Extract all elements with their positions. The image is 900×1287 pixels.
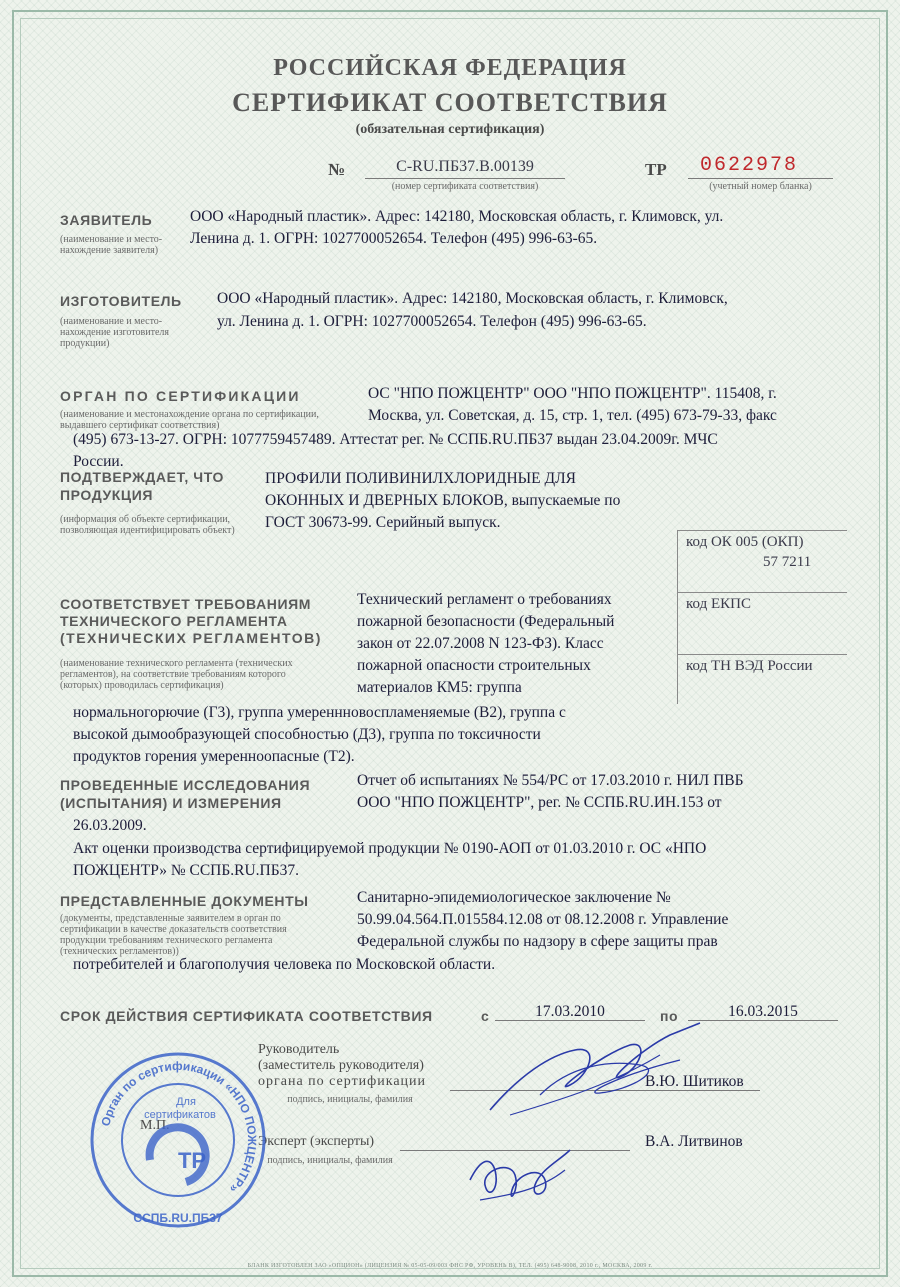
stamp-reg-number: ССПБ.RU.ПБ37 (133, 1211, 223, 1225)
cert-body-line-3: (495) 673-13-27. ОГРН: 1077759457489. Аттестат рег. № ССПБ.RU.ПБ37 выдан 23.04.2009г. МЧС (73, 431, 718, 448)
validity-to-date: 16.03.2015 (728, 1003, 798, 1020)
applicant-line-2: Ленина д. 1. ОГРН: 1027700052654. Телефон (495) 996-63-65. (190, 230, 598, 247)
tests-label-1: ПРОВЕДЕННЫЕ ИССЛЕДОВАНИЯ (60, 777, 311, 793)
stamp-ring-text: Орган по сертификации «НПО ПОЖЦЕНТР» (98, 1058, 260, 1196)
manufacturer-caption: (наименование и место-нахождение изготовителя продукции) (60, 316, 169, 349)
expert-signature-caption: подпись, инициалы, фамилия (267, 1155, 393, 1166)
organization-stamp (88, 1050, 268, 1230)
head-label-line-2: (заместитель руководителя) (258, 1058, 424, 1073)
ekps-code-box (677, 592, 847, 654)
regulation-line-1: Технический регламент о требованиях (357, 591, 612, 608)
cert-body-label: ОРГАН ПО СЕРТИФИКАЦИИ (60, 388, 301, 404)
validity-label: СРОК ДЕЙСТВИЯ СЕРТИФИКАТА СООТВЕТСТВИЯ (60, 1008, 433, 1024)
product-line-1: ПРОФИЛИ ПОЛИВИНИЛХЛОРИДНЫЕ ДЛЯ (265, 470, 576, 487)
stamp-tr-mark: ТР (177, 1148, 207, 1173)
number-underline (365, 178, 565, 179)
cert-body-line-2: Москва, ул. Советская, д. 15, стр. 1, тел. (495) 673-79-33, факс (368, 407, 777, 424)
okp-code-label: код ОК 005 (ОКП) (686, 534, 804, 550)
regulation-caption: (наименование технического регламента (технических регламентов), на соответствие требованиям которого (которых) проводилась сертификация) (60, 658, 293, 691)
tests-line-3: 26.03.2009. (73, 817, 147, 834)
head-name: В.Ю. Шитиков (645, 1073, 744, 1090)
documents-line-2: 50.99.04.564.П.015584.12.08 от 08.12.2008 г. Управление (357, 911, 729, 928)
regulation-line-2: пожарной безопасности (Федеральный (357, 613, 615, 630)
expert-name: В.А. Литвинов (645, 1133, 743, 1150)
mp-label: М.П. (140, 1118, 170, 1133)
applicant-label: ЗАЯВИТЕЛЬ (60, 212, 153, 228)
tests-label-2: (ИСПЫТАНИЯ) И ИЗМЕРЕНИЯ (60, 795, 282, 811)
certificate-subtitle: (обязательная сертификация) (355, 122, 545, 137)
head-label-line-1: Руководитель (258, 1042, 340, 1057)
regulation-line-7: высокой дымообразующей способностью (Д3), группа по токсичности (73, 726, 541, 743)
documents-caption: (документы, представленные заявителем в орган по сертификации в качестве доказательств соответствия продукции требованиям технического регламента (технических регламентов)) (60, 913, 287, 957)
regulation-line-6: нормальногорючие (Г3), группа умереннновоспламеняемые (В2), группа с (73, 704, 566, 721)
certificate-title: СЕРТИФИКАТ СООТВЕТСТВИЯ (232, 88, 668, 117)
manufacturer-line-2: ул. Ленина д. 1. ОГРН: 1027700052654. Телефон (495) 996-63-65. (217, 313, 647, 330)
product-line-2: ОКОННЫХ И ДВЕРНЫХ БЛОКОВ, выпускаемые по (265, 492, 621, 509)
regulation-line-5: материалов КМ5: группа (357, 679, 522, 696)
regulation-line-4: пожарной опасности строительных (357, 657, 591, 674)
regulation-label-1: СООТВЕТСТВУЕТ ТРЕБОВАНИЯМ (60, 596, 312, 612)
certificate-number: C-RU.ПБ37.В.00139 (396, 158, 534, 175)
regulation-line-3: закон от 22.07.2008 N 123-ФЗ). Класс (357, 635, 604, 652)
tr-label: ТР (645, 160, 667, 179)
product-caption: (информация об объекте сертификации, позволяющая идентифицировать объект) (60, 514, 235, 536)
expert-signature-image (460, 1140, 580, 1220)
documents-line-1: Санитарно-эпидемиологическое заключение № (357, 889, 671, 906)
blank-number: 0622978 (700, 154, 799, 177)
documents-line-4: потребителей и благополучия человека по Московской области. (73, 956, 496, 973)
tnved-code-label: код ТН ВЭД России (686, 658, 813, 674)
certificate-number-caption: (номер сертификата соответствия) (391, 181, 539, 192)
tests-line-1: Отчет об испытаниях № 554/РС от 17.03.2010 г. НИЛ ПВБ (357, 772, 744, 789)
validity-from-date: 17.03.2010 (535, 1003, 605, 1020)
head-label (258, 1042, 426, 1090)
regulation-label-3: (ТЕХНИЧЕСКИХ РЕГЛАМЕНТОВ) (60, 630, 322, 646)
applicant-caption: (наименование и место-нахождение заявителя) (60, 234, 163, 256)
tests-line-2: ООО "НПО ПОЖЦЕНТР", рег. № ССПБ.RU.ИН.153 от (357, 794, 722, 811)
head-signature-caption: подпись, инициалы, фамилия (287, 1094, 413, 1105)
number-sign: № (328, 160, 346, 179)
cert-body-line-1: ОС "НПО ПОЖЦЕНТР" ООО "НПО ПОЖЦЕНТР". 115408, г. (368, 385, 777, 402)
stamp-inner-1: Для (176, 1096, 196, 1108)
regulation-line-8: продуктов горения умеренноопасные (Т2). (73, 748, 355, 765)
country-title: РОССИЙСКАЯ ФЕДЕРАЦИЯ (273, 55, 627, 81)
product-label-1: ПОДТВЕРЖДАЕТ, ЧТО (60, 469, 225, 485)
tests-line-4: Акт оценки производства сертифицируемой продукции № 0190-АОП от 01.03.2010 г. ОС «НПО (73, 840, 707, 857)
tests-line-5: ПОЖЦЕНТР» № ССПБ.RU.ПБ37. (73, 862, 300, 879)
documents-label: ПРЕДСТАВЛЕННЫЕ ДОКУМЕНТЫ (60, 893, 309, 909)
regulation-label-2: ТЕХНИЧЕСКОГО РЕГЛАМЕНТА (60, 613, 288, 629)
product-line-3: ГОСТ 30673-99. Серийный выпуск. (265, 514, 501, 531)
blank-underline (688, 178, 833, 179)
footer-print-line: БЛАНК ИЗГОТОВЛЕН ЗАО «ОПЦИОН» (ЛИЦЕНЗИЯ № 05-05-09/003 ФНС РФ, УРОВЕНЬ В), ТЕЛ. (495) 648-9008, 2010 г., МОСКВА, 2009 г. (247, 1263, 653, 1269)
stamp-inner-2: сертификатов (144, 1109, 216, 1121)
okp-code-value: 57 7211 (763, 554, 812, 570)
tnved-code-box (677, 654, 847, 704)
expert-label: Эксперт (эксперты) (258, 1134, 375, 1149)
head-label-line-3: органа по сертификации (258, 1074, 427, 1089)
manufacturer-line-1: ООО «Народный пластик». Адрес: 142180, Московская область, г. Климовск, (217, 290, 728, 307)
okp-code-box (677, 530, 847, 592)
cert-body-line-4: России. (73, 453, 124, 470)
validity-to-word: по (660, 1008, 679, 1024)
documents-line-3: Федеральной службы по надзору в сфере защиты прав (357, 933, 718, 950)
product-label-2: ПРОДУКЦИЯ (60, 487, 154, 503)
blank-number-caption: (учетный номер бланка) (709, 181, 812, 192)
head-signature-image (480, 1015, 710, 1125)
validity-from-word: с (481, 1008, 490, 1024)
ekps-code-label: код ЕКПС (686, 596, 751, 612)
cert-body-caption: (наименование и местонахождение органа по сертификации, выдавшего сертификат соответствия) (60, 409, 319, 431)
applicant-line-1: ООО «Народный пластик». Адрес: 142180, Московская область, г. Климовск, ул. (190, 208, 724, 225)
manufacturer-label: ИЗГОТОВИТЕЛЬ (60, 293, 182, 309)
